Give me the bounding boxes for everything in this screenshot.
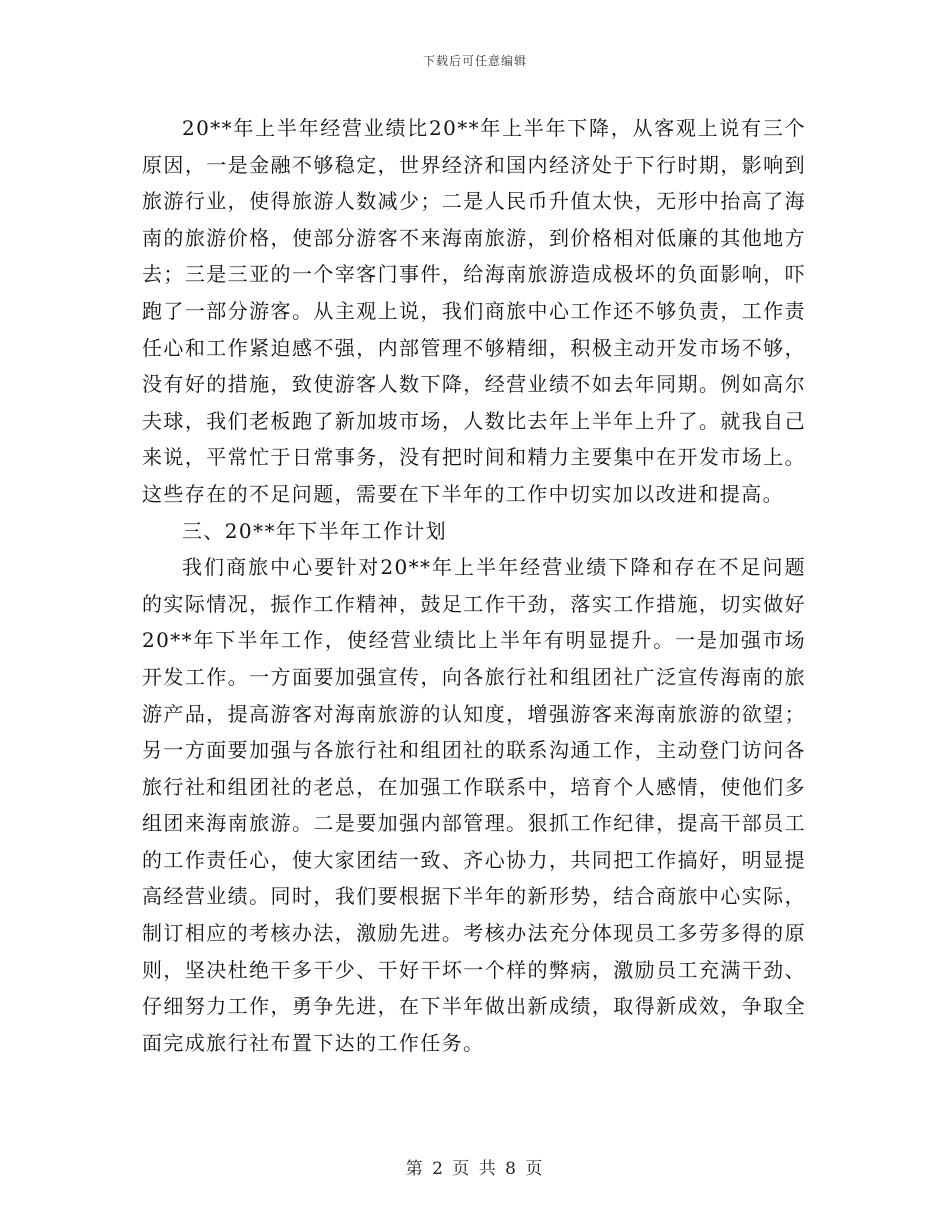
page-number: 第 2 页 共 8 页 [405,1159,545,1179]
page-header-note: 下载后可任意编辑 [422,54,527,68]
document-body [142,110,806,1061]
paragraph-work-plan: 我们商旅中心要针对20**年上半年经营业绩下降和存在不足问题的实际情况，振作工作精神，鼓足工作干劲，落实工作措施，切实做好20**年下半年工作，使经营业绩比上半年有明显提升。一是加强市场开发工作。一方面要加强宣传，向各旅行社和组团社广泛宣传海南的旅游产品，提高游客对海南旅游的认知度，增强游客来海南旅游的欲望；另一方面要加强与各旅行社和组团社的联系沟通工作，主动登门访问各旅行社和组团社的老总，在加强工作联系中，培育个人感情，使他们多组团来海南旅游。二是要加强内部管理。狠抓工作纪律，提高干部员工的工作责任心，使大家团结一致、齐心协力，共同把工作搞好，明显提高经营业绩。同时，我们要根据下半年的新形势，结合商旅中心实际，制订相应的考核办法，激励先进。考核办法充分体现员工多劳多得的原则，坚决杜绝干多干少、干好干坏一个样的弊病，激励员工充满干劲、仔细努力工作，勇争先进，在下半年做出新成绩，取得新成效，争取全面完成旅行社布置下达的工作任务。 [142,555,806,1055]
section-heading: 三、20**年下半年工作计划 [182,518,448,543]
paragraph-reasons: 20**年上半年经营业绩比20**年上半年下降，从客观上说有三个原因，一是金融不够稳定，世界经济和国内经济处于下行时期，影响到旅游行业，使得旅游人数减少；二是人民币升值太快，无形中抬高了海南的旅游价格，使部分游客不来海南旅游，到价格相对低廉的其他地方去；三是三亚的一个宰客门事件，给海南旅游造成极坏的负面影响，吓跑了一部分游客。从主观上说，我们商旅中心工作还不够负责，工作责任心和工作紧迫感不强，内部管理不够精细，积极主动开发市场不够，没有好的措施，致使游客人数下降，经营业绩不如去年同期。例如高尔夫球，我们老板跑了新加坡市场，人数比去年上半年上升了。就我自己来说，平常忙于日常事务，没有把时间和精力主要集中在开发市场上。这些存在的不足问题，需要在下半年的工作中切实加以改进和提高。 [142,116,806,506]
